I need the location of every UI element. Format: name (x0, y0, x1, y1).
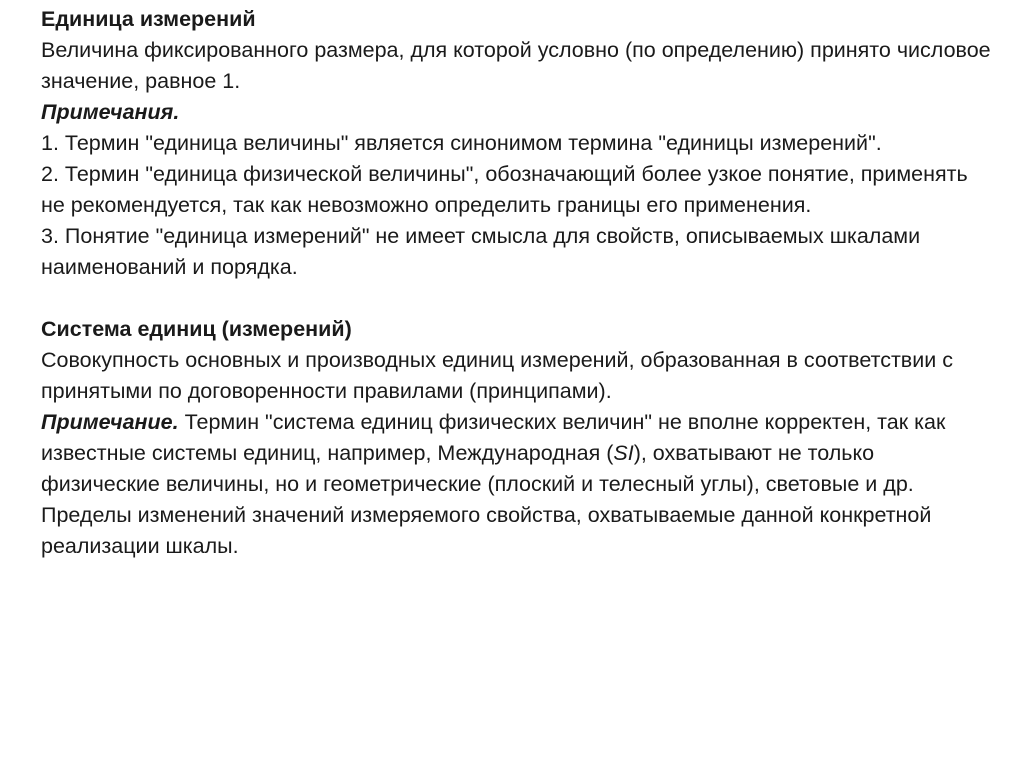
note-item-1: 1. Термин "единица величины" является синонимом термина "единицы измерений". (41, 131, 882, 155)
note-item-2: 2. Термин "единица физической величины", обозначающий более узкое понятие, применять не рекомендуется, так как невозможно определить границы его применения. (41, 162, 968, 217)
scale-range-definition: Пределы изменений значений измеряемого свойства, охватываемые данной конкретной реализации шкалы. (41, 503, 932, 558)
section-spacer (41, 283, 991, 314)
note-item-3: 3. Понятие "единица измерений" не имеет смысла для свойств, описываемых шкалами наименований и порядка. (41, 224, 921, 279)
definition-unit-of-measurement: Величина фиксированного размера, для которой условно (по определению) принято числовое значение, равное 1. (41, 38, 991, 93)
definition-system-of-units: Совокупность основных и производных единиц измерений, образованная в соответствии с принятыми по договоренности правилами (принципами). (41, 348, 953, 403)
note-text-part2: ), охватывают не только физические величины, но и геометрические (плоский и телесный углы), световые и др. (41, 441, 914, 496)
note-label: Примечание. (41, 410, 179, 434)
system-note (41, 407, 991, 500)
term-unit-of-measurement: Единица измерений (41, 7, 256, 31)
text-content (41, 4, 991, 562)
si-abbreviation: SI (613, 441, 634, 465)
notes-label: Примечания. (41, 100, 180, 124)
note-text-part1: Термин "система единиц физических величин" не вполне корректен, так как известные системы единиц, например, Международная ( (41, 410, 946, 465)
term-system-of-units: Система единиц (измерений) (41, 317, 352, 341)
